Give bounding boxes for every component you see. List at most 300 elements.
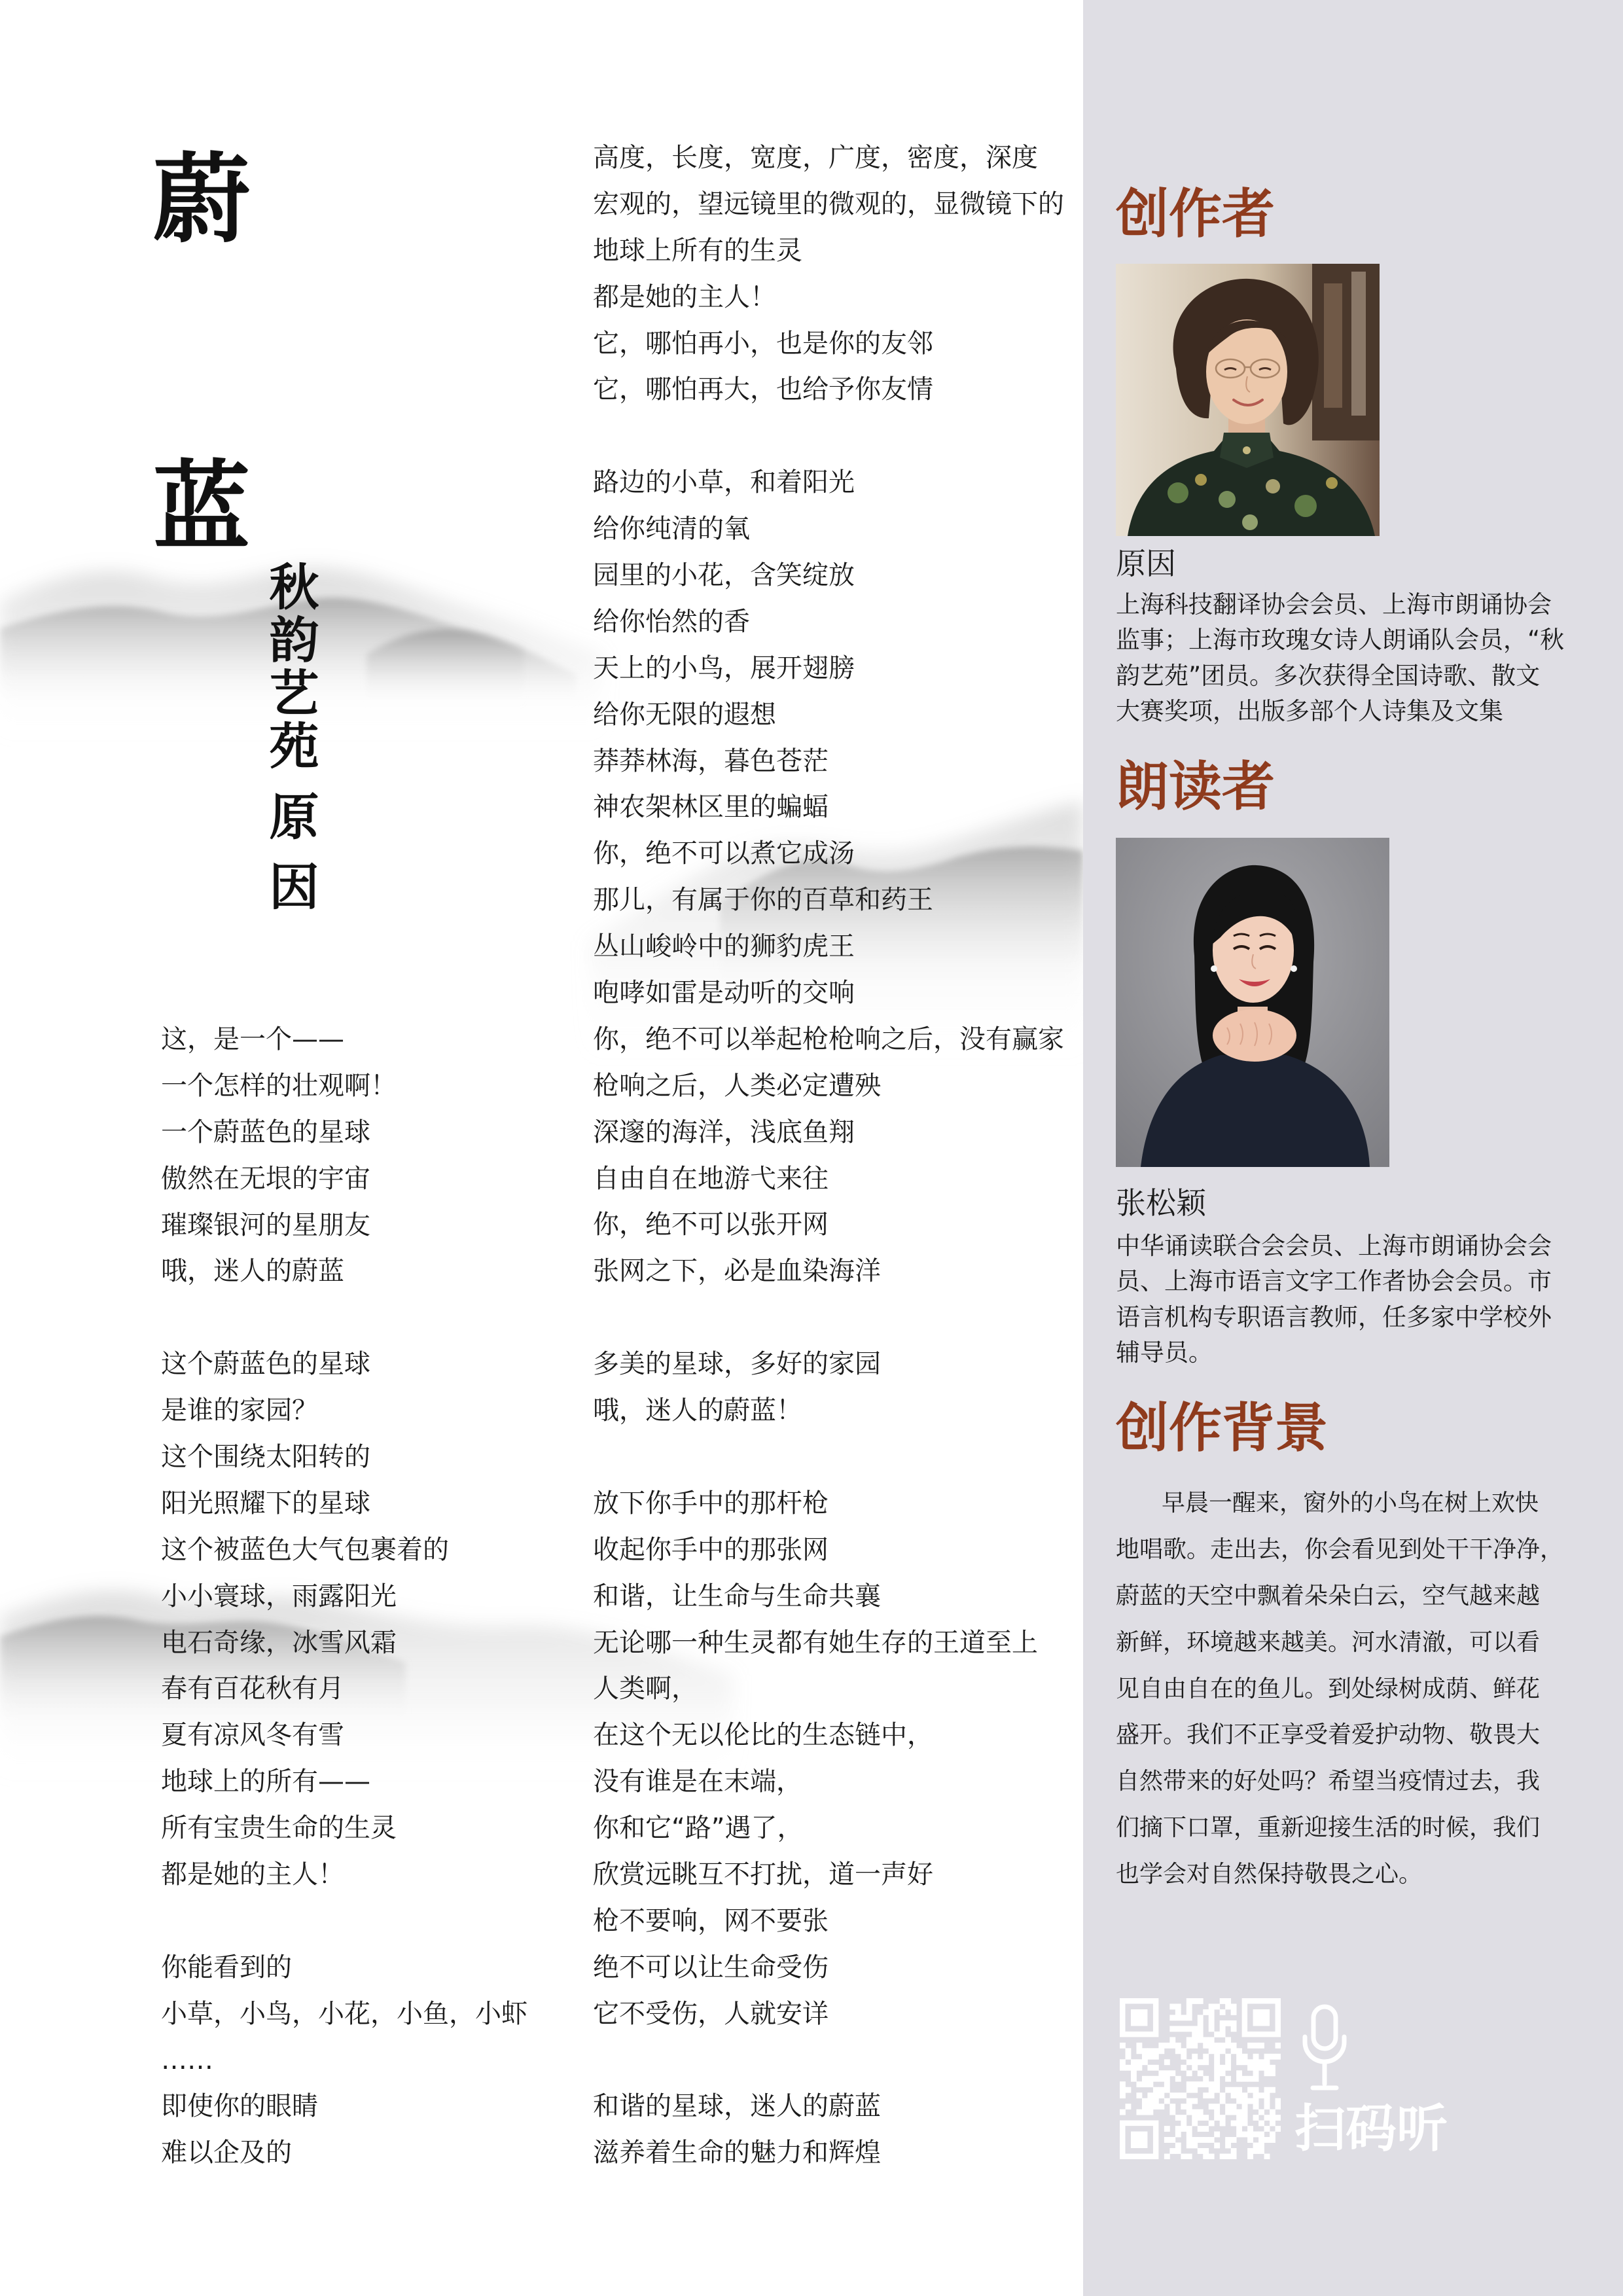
qr-module — [1203, 2054, 1209, 2060]
qr-module — [1131, 2070, 1137, 2076]
qr-module — [1136, 2092, 1142, 2098]
poem-line: 和谐，让生命与生命共襄 — [593, 1581, 881, 1611]
qr-module — [1242, 2115, 1248, 2121]
poem-stanza — [593, 2083, 1064, 2176]
qr-module — [1209, 2137, 1215, 2143]
qr-module — [1164, 2087, 1170, 2093]
qr-module — [1275, 2098, 1281, 2104]
qr-module — [1253, 2087, 1259, 2093]
qr-module — [1175, 2092, 1181, 2098]
qr-module — [1175, 2076, 1181, 2082]
qr-module — [1225, 2003, 1231, 2009]
qr-module — [1231, 2026, 1237, 2032]
qr-module — [1175, 2026, 1181, 2032]
qr-finder-core — [1131, 2009, 1147, 2026]
qr-module — [1258, 2148, 1264, 2154]
poem-line: 路边的小草，和着阳光 — [593, 467, 855, 498]
qr-module — [1253, 2070, 1259, 2076]
qr-module — [1231, 2104, 1237, 2109]
paragraph-line: 地唱歌。走出去，你会看见到处干干净净， — [1116, 1535, 1564, 1563]
qr-module — [1198, 2032, 1204, 2037]
poem-line: 难以企及的 — [161, 2138, 292, 2168]
qr-module — [1175, 2148, 1181, 2154]
qr-module — [1142, 2048, 1148, 2054]
qr-module — [1225, 1998, 1231, 2004]
qr-module — [1198, 2059, 1204, 2065]
qr-module — [1220, 2043, 1226, 2049]
qr-module — [1147, 2076, 1153, 2082]
qr-module — [1192, 2087, 1198, 2093]
qr-module — [1258, 2065, 1264, 2071]
poem-line: 是谁的家园？ — [161, 1395, 318, 1426]
qr-module — [1175, 2015, 1181, 2020]
qr-module — [1258, 2121, 1264, 2126]
poem-line: 滋养着生命的魅力和辉煌 — [593, 2138, 881, 2168]
qr-module — [1220, 2070, 1226, 2076]
qr-module — [1247, 2043, 1253, 2049]
poem-line: 璀璨银河的星朋友 — [161, 1210, 370, 1240]
qr-module — [1242, 2076, 1248, 2082]
qr-module — [1275, 2126, 1281, 2132]
poem-line: 小小寰球，雨露阳光 — [161, 1581, 397, 1611]
qr-module — [1158, 2070, 1164, 2076]
qr-module — [1120, 2059, 1126, 2065]
qr-module — [1203, 2148, 1209, 2154]
qr-module — [1181, 2154, 1186, 2159]
byline-group: 秋韵艺苑 — [261, 561, 319, 773]
poem-line: 小草，小鸟，小花，小鱼，小虾 — [161, 1998, 527, 2029]
qr-module — [1231, 2009, 1237, 2015]
qr-module — [1181, 2015, 1186, 2020]
qr-module — [1142, 2059, 1148, 2065]
qr-module — [1236, 2048, 1242, 2054]
poem-line: 春有百花秋有月 — [161, 1674, 344, 1704]
qr-module — [1136, 2065, 1142, 2071]
qr-module — [1242, 2104, 1248, 2109]
qr-module — [1147, 2081, 1153, 2087]
qr-module — [1247, 2154, 1253, 2159]
qr-module — [1164, 2059, 1170, 2065]
qr-module — [1220, 2154, 1226, 2159]
qr-module — [1220, 1998, 1226, 2004]
qr-module — [1164, 2081, 1170, 2087]
qr-module — [1181, 2065, 1186, 2071]
qr-module — [1253, 2104, 1259, 2109]
reader-bio — [1116, 1229, 1552, 1371]
qr-module — [1186, 2126, 1192, 2132]
qr-module — [1247, 2137, 1253, 2143]
poem-line: 这个被蓝色大气包裹着的 — [161, 1534, 449, 1565]
qr-module — [1158, 2048, 1164, 2054]
qr-module — [1247, 2065, 1253, 2071]
poem-line: 那儿，有属于你的百草和药王 — [593, 885, 933, 916]
bio-line: 上海科技翻译协会会员、上海市朗诵协会 — [1116, 590, 1552, 619]
qr-module — [1270, 2132, 1275, 2138]
qr-module — [1198, 2148, 1204, 2154]
qr-module — [1258, 2143, 1264, 2149]
qr-module — [1192, 2143, 1198, 2149]
poem-line: 深邃的海洋，浅底鱼翔 — [593, 1117, 855, 1147]
qr-module — [1270, 2109, 1275, 2115]
qr-module — [1247, 2087, 1253, 2093]
qr-module — [1142, 2081, 1148, 2087]
microphone-icon — [1300, 2003, 1349, 2094]
qr-module — [1164, 2076, 1170, 2082]
qr-module — [1181, 2104, 1186, 2109]
poem-stanza — [161, 1945, 527, 2176]
qr-module — [1192, 2137, 1198, 2143]
poem-line: 哦，迷人的蔚蓝！ — [593, 1395, 802, 1426]
qr-module — [1192, 2098, 1198, 2104]
qr-module — [1142, 2098, 1148, 2104]
poem-line: 欣赏远眺互不打扰，道一声好 — [593, 1859, 933, 1890]
qr-module — [1264, 2126, 1270, 2132]
reader-heading: 朗读者 — [1116, 757, 1275, 818]
qr-module — [1169, 2148, 1175, 2154]
qr-module — [1253, 2115, 1259, 2121]
qr-module — [1175, 2126, 1181, 2132]
poem-stanza — [161, 1341, 527, 1898]
bio-line: 韵艺苑”团员。多次获得全国诗歌、散文 — [1116, 661, 1541, 690]
poem-line: 咆哮如雷是动听的交响 — [593, 978, 855, 1009]
qr-module — [1270, 2070, 1275, 2076]
creator-bio — [1116, 587, 1564, 730]
poem-column-left — [161, 1016, 527, 2176]
qr-module — [1258, 2137, 1264, 2143]
qr-module — [1192, 2109, 1198, 2115]
qr-module — [1192, 2054, 1198, 2060]
qr-module — [1236, 2070, 1242, 2076]
qr-module — [1153, 2104, 1159, 2109]
poem-line: 一个怎样的壮观啊！ — [161, 1070, 397, 1101]
qr-module — [1220, 2065, 1226, 2071]
qr-module — [1158, 2043, 1164, 2049]
qr-module — [1236, 2076, 1242, 2082]
creator-heading: 创作者 — [1116, 184, 1275, 245]
poem-line: 阳光照耀下的星球 — [161, 1488, 370, 1518]
poem-line: 无论哪一种生灵都有她生存的王道至上 — [593, 1627, 1038, 1658]
qr-module — [1147, 2048, 1153, 2054]
poem-line: 绝不可以让生命受伤 — [593, 1952, 829, 1982]
qr-module — [1131, 2059, 1137, 2065]
qr-module — [1158, 2092, 1164, 2098]
listen-label: 扫码听 — [1294, 2100, 1448, 2159]
qr-module — [1209, 2087, 1215, 2093]
title-char-2: 蓝 — [153, 451, 250, 564]
qr-module — [1214, 2104, 1220, 2109]
poem-line: 莽莽林海，暮色苍茫 — [593, 745, 829, 776]
qr-module — [1186, 2143, 1192, 2149]
poem-line: 你，绝不可以张开网 — [593, 1210, 829, 1240]
poem-stanza — [161, 1016, 527, 1295]
qr-module — [1231, 2043, 1237, 2049]
qr-module — [1198, 2115, 1204, 2121]
qr-module — [1209, 2092, 1215, 2098]
qr-module — [1247, 2059, 1253, 2065]
qr-module — [1203, 2115, 1209, 2121]
qr-module — [1181, 2026, 1186, 2032]
qr-module — [1214, 2132, 1220, 2138]
reader-name: 张松颖 — [1116, 1185, 1206, 1221]
poem-line: 夏有凉风冬有雪 — [161, 1720, 344, 1751]
qr-module — [1253, 2132, 1259, 2138]
poem-line: 你和它“路”遇了， — [593, 1813, 804, 1844]
qr-module — [1247, 2148, 1253, 2154]
poem-line: 丛山峻岭中的狮豹虎王 — [593, 931, 855, 962]
qr-module — [1153, 2076, 1159, 2082]
qr-module — [1186, 2137, 1192, 2143]
qr-module — [1120, 2109, 1126, 2115]
qr-module — [1236, 2092, 1242, 2098]
qr-module — [1203, 2126, 1209, 2132]
poem-line: 这个蔚蓝色的星球 — [161, 1349, 370, 1380]
qr-module — [1192, 1998, 1198, 2004]
poem-line: 你能看到的 — [161, 1952, 292, 1982]
qr-module — [1153, 2092, 1159, 2098]
qr-module — [1214, 2059, 1220, 2065]
qr-module — [1214, 2065, 1220, 2071]
poem-line: 即使你的眼睛 — [161, 2091, 318, 2122]
qr-module — [1253, 2065, 1259, 2071]
qr-module — [1253, 2148, 1259, 2154]
qr-module — [1231, 2137, 1237, 2143]
qr-module — [1209, 2048, 1215, 2054]
qr-module — [1169, 2043, 1175, 2049]
qr-module — [1192, 2032, 1198, 2037]
qr-module — [1125, 2087, 1131, 2093]
qr-module — [1186, 1998, 1192, 2004]
qr-module — [1220, 2032, 1226, 2037]
creator-photo — [1116, 264, 1380, 536]
qr-module — [1253, 2076, 1259, 2082]
qr-module — [1186, 2003, 1192, 2009]
qr-module — [1214, 2081, 1220, 2087]
qr-module — [1247, 2126, 1253, 2132]
qr-module — [1175, 2009, 1181, 2015]
qr-module — [1214, 2070, 1220, 2076]
poem-line: 它，哪怕再大，也给予你友情 — [593, 374, 933, 405]
qr-module — [1231, 2121, 1237, 2126]
poem-line: 枪响之后，人类必定遭殃 — [593, 1070, 881, 1101]
poem-line: …… — [161, 2045, 213, 2075]
qr-module — [1164, 2098, 1170, 2104]
qr-module — [1231, 2092, 1237, 2098]
poem-line: 你，绝不可以煮它成汤 — [593, 838, 855, 869]
paragraph-line: 新鲜，环境越来越美。河水清澈，可以看 — [1116, 1628, 1541, 1656]
poem-line: 都是她的主人！ — [161, 1859, 344, 1890]
qr-module — [1181, 2121, 1186, 2126]
qr-module — [1236, 2087, 1242, 2093]
qr-module — [1258, 2109, 1264, 2115]
qr-module — [1236, 2121, 1242, 2126]
qr-module — [1214, 2109, 1220, 2115]
qr-module — [1181, 2115, 1186, 2121]
qr-module — [1186, 2132, 1192, 2138]
qr-module — [1169, 2137, 1175, 2143]
qr-module — [1147, 2104, 1153, 2109]
qr-module — [1147, 2109, 1153, 2115]
qr-module — [1225, 2059, 1231, 2065]
qr-module — [1186, 2087, 1192, 2093]
qr-module — [1169, 2092, 1175, 2098]
qr-module — [1253, 2098, 1259, 2104]
qr-module — [1214, 2143, 1220, 2149]
qr-module — [1236, 2126, 1242, 2132]
poem-line: 在这个无以伦比的生态链中， — [593, 1720, 933, 1751]
qr-module — [1192, 2026, 1198, 2032]
poem-line: 张网之下，必是血染海洋 — [593, 1256, 881, 1287]
qr-module — [1275, 2043, 1281, 2049]
qr-module — [1214, 2054, 1220, 2060]
qr-module — [1214, 2032, 1220, 2037]
poem-column-middle — [593, 135, 1064, 2176]
background-paragraph — [1116, 1480, 1563, 1898]
qr-module — [1231, 2154, 1237, 2159]
qr-module — [1169, 2037, 1175, 2043]
qr-module — [1264, 2092, 1270, 2098]
qr-module — [1253, 2043, 1259, 2049]
qr-module — [1220, 2098, 1226, 2104]
qr-module — [1225, 2076, 1231, 2082]
qr-module — [1220, 2092, 1226, 2098]
poem-line: 和谐的星球，迷人的蔚蓝 — [593, 2091, 881, 2122]
paragraph-line: 们摘下口罩，重新迎接生活的时候，我们 — [1116, 1814, 1541, 1842]
qr-module — [1275, 2104, 1281, 2109]
qr-module — [1220, 2026, 1226, 2032]
qr-module — [1236, 2098, 1242, 2104]
qr-module — [1181, 2126, 1186, 2132]
qr-module — [1236, 2059, 1242, 2065]
poem-line: 没有谁是在末端， — [593, 1767, 802, 1797]
qr-module — [1236, 2054, 1242, 2060]
qr-module — [1247, 2098, 1253, 2104]
qr-module — [1192, 2065, 1198, 2071]
qr-module — [1164, 2137, 1170, 2143]
qr-module — [1186, 2081, 1192, 2087]
qr-module — [1153, 2065, 1159, 2071]
qr-module — [1186, 2043, 1192, 2049]
qr-module — [1186, 2037, 1192, 2043]
qr-module — [1242, 2109, 1248, 2115]
qr-module — [1203, 2059, 1209, 2065]
qr-module — [1142, 2054, 1148, 2060]
qr-module — [1136, 2043, 1142, 2049]
qr-module — [1120, 2092, 1126, 2098]
qr-module — [1264, 2154, 1270, 2159]
qr-module — [1231, 2020, 1237, 2026]
qr-module — [1136, 2081, 1142, 2087]
qr-module — [1264, 2098, 1270, 2104]
qr-module — [1164, 2043, 1170, 2049]
qr-module — [1209, 2037, 1215, 2043]
qr-module — [1264, 2087, 1270, 2093]
qr-module — [1231, 2087, 1237, 2093]
qr-module — [1169, 2003, 1175, 2009]
paragraph-line: 早晨一醒来，窗外的小鸟在树上欢快 — [1162, 1490, 1539, 1516]
qr-module — [1209, 2009, 1215, 2015]
qr-module — [1153, 2054, 1159, 2060]
poem-line: 收起你手中的那张网 — [593, 1534, 829, 1565]
poem-stanza — [593, 1480, 1064, 2037]
poem-line: 枪不要响，网不要张 — [593, 1905, 829, 1936]
qr-module — [1258, 2132, 1264, 2138]
qr-module — [1198, 2026, 1204, 2032]
qr-module — [1198, 2070, 1204, 2076]
qr-module — [1225, 2154, 1231, 2159]
qr-module — [1125, 2065, 1131, 2071]
qr-module — [1120, 2065, 1126, 2071]
poem-line: 天上的小鸟，展开翅膀 — [593, 653, 855, 683]
poem-line: 高度，长度，宽度，广度，密度，深度 — [593, 143, 1038, 173]
qr-module — [1242, 2121, 1248, 2126]
qr-module — [1198, 2081, 1204, 2087]
creator-name: 原因 — [1116, 546, 1176, 581]
qr-module — [1231, 2148, 1237, 2154]
qr-module — [1242, 2059, 1248, 2065]
title-char-1: 蔚 — [153, 143, 250, 256]
qr-module — [1258, 2043, 1264, 2049]
qr-module — [1142, 2109, 1148, 2115]
qr-module — [1214, 2087, 1220, 2093]
qr-module — [1198, 1998, 1204, 2004]
qr-module — [1264, 2115, 1270, 2121]
poem-line: 给你怡然的香 — [593, 606, 750, 637]
qr-module — [1175, 2132, 1181, 2138]
qr-module — [1247, 2076, 1253, 2082]
qr-module — [1175, 2143, 1181, 2149]
qr-module — [1270, 2054, 1275, 2060]
qr-module — [1253, 2054, 1259, 2060]
qr-module — [1231, 2048, 1237, 2054]
qr-module — [1225, 2043, 1231, 2049]
poem-line: 电石奇缘，冰雪风霜 — [161, 1627, 397, 1658]
qr-module — [1242, 2098, 1248, 2104]
qr-finder-core — [1253, 2009, 1270, 2026]
poem-line: 这个围绕太阳转的 — [161, 1442, 370, 1473]
paragraph-line: 也学会对自然保持敬畏之心。 — [1116, 1861, 1423, 1888]
qr-module — [1225, 2143, 1231, 2149]
qr-module — [1186, 2070, 1192, 2076]
qr-module — [1147, 2098, 1153, 2104]
qr-module — [1214, 2115, 1220, 2121]
qr-module — [1198, 2020, 1204, 2026]
qr-module — [1264, 2054, 1270, 2060]
paragraph-line: 蔚蓝的天空中飘着朵朵白云，空气越来越 — [1116, 1582, 1541, 1609]
qr-module — [1186, 2009, 1192, 2015]
qr-module — [1169, 2015, 1175, 2020]
poem-line: 所有宝贵生命的生灵 — [161, 1813, 397, 1844]
qr-module — [1186, 2109, 1192, 2115]
qr-module — [1186, 2015, 1192, 2020]
qr-module — [1214, 2043, 1220, 2049]
qr-module — [1253, 2059, 1259, 2065]
qr-module — [1158, 2076, 1164, 2082]
qr-module — [1136, 2059, 1142, 2065]
background-heading: 创作背景 — [1116, 1398, 1329, 1460]
qr-module — [1186, 2059, 1192, 2065]
qr-module — [1225, 2087, 1231, 2093]
qr-module — [1225, 2065, 1231, 2071]
poem-line: 给你无限的遐想 — [593, 699, 776, 730]
qr-module — [1236, 2132, 1242, 2138]
qr-module — [1242, 2054, 1248, 2060]
poem-line: 它不受伤，人就安详 — [593, 1998, 829, 2029]
qr-module — [1247, 2132, 1253, 2138]
poem-stanza — [593, 1341, 1064, 1434]
qr-module — [1209, 2026, 1215, 2032]
qr-module — [1264, 2065, 1270, 2071]
qr-module — [1209, 2104, 1215, 2109]
